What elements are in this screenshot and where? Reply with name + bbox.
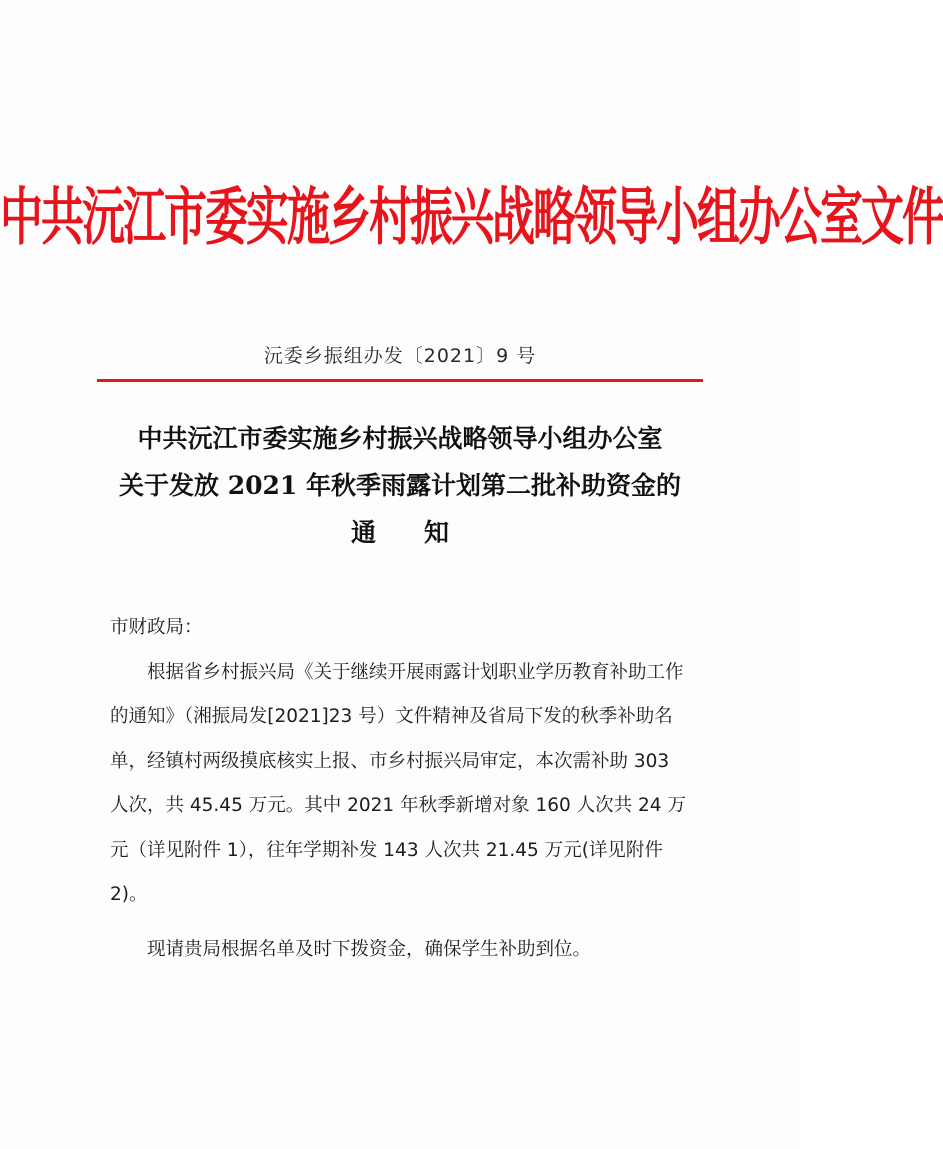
notice-title <box>0 415 800 556</box>
notice-title-line-2: 关于发放 2021 年秋季雨露计划第二批补助资金的 <box>119 471 681 500</box>
document-number: 沅委乡振组办发〔2021〕9 号 <box>263 345 537 367</box>
body-paragraph-1: 根据省乡村振兴局《关于继续开展雨露计划职业学历教育补助工作的通知》（湘振局发[2021]23 号）文件精神及省局下发的秋季补助名单，经镇村两级摸底核实上报、市乡村振兴局审定，本次需补助 303 人次，共 45.45 万元。其中 2021 年秋季新增对象 160 人次共 24 万元（详见附件 1），往年学期补发 143 人次共 21.45 万元(详见附件 2)。 <box>110 661 686 905</box>
notice-title-line-1: 中共沅江市委实施乡村振兴战略领导小组办公室 <box>137 424 663 453</box>
body-paragraph-2: 现请贵局根据名单及时下拨资金，确保学生补助到位。 <box>147 938 592 960</box>
notice-title-line-3: 通知 <box>350 518 497 547</box>
issuer-banner: 中共沅江市委实施乡村振兴战略领导小组办公室文件 <box>0 182 943 255</box>
notice-body <box>110 606 690 972</box>
addressee: 市财政局： <box>110 617 203 638</box>
red-divider-line <box>97 379 703 382</box>
